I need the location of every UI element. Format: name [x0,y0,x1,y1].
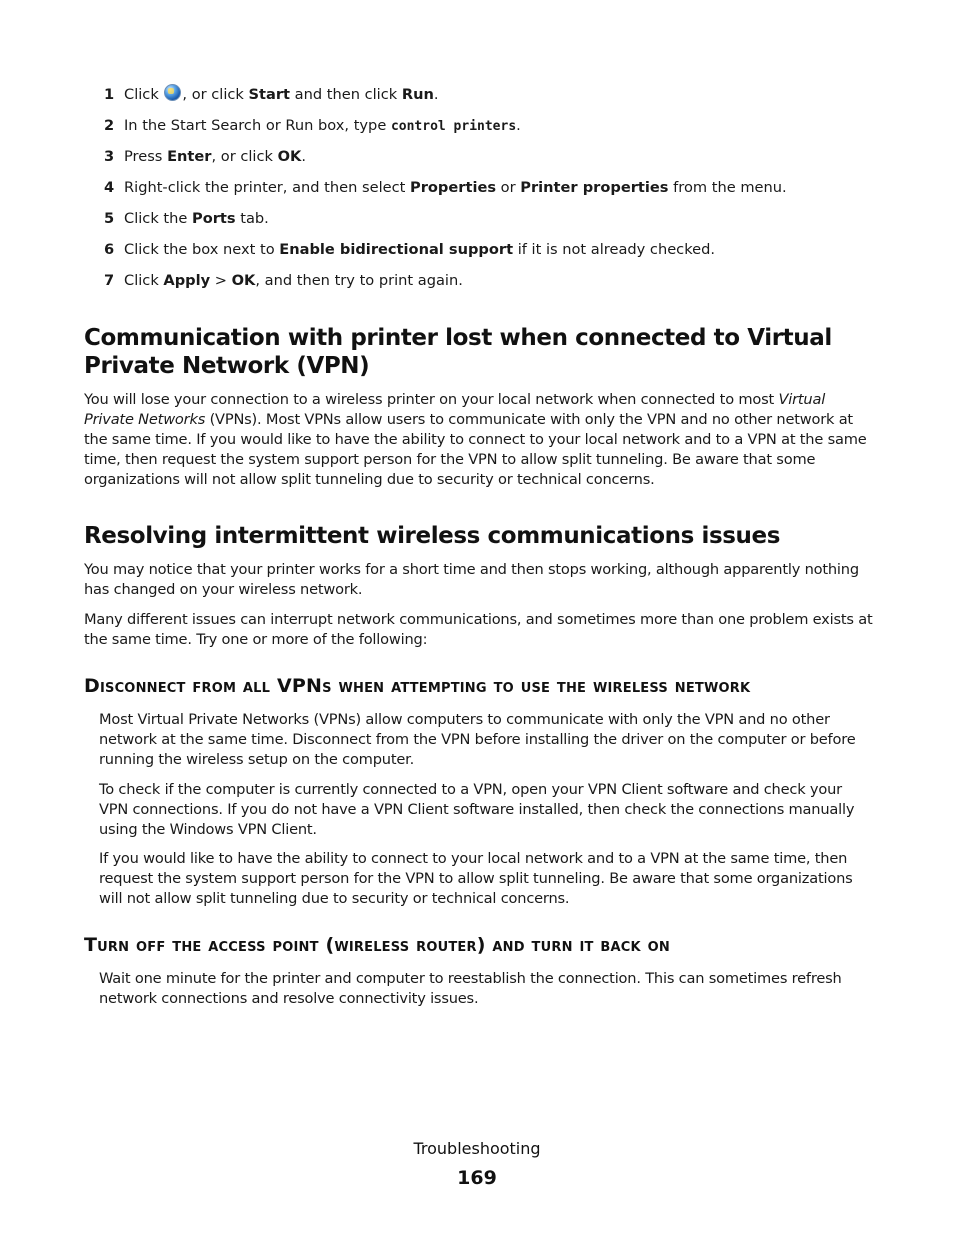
step-6: 6 Click the box next to Enable bidirectional support if it is not already checked. [84,239,884,270]
section-heading-vpn: Communication with printer lost when connected to Virtual Private Network (VPN) [84,325,832,379]
turn-off-paragraph-1: Wait one minute for the printer and computer to reestablish the connection. This can sometimes refresh network connections and resolve connectivity issues. [99,970,842,1007]
step-2: 2 In the Start Search or Run box, type control printers. [84,115,884,146]
footer-section-label: Troubleshooting [413,1139,541,1158]
step-number: 4 [104,179,115,196]
procedure-steps [84,84,884,301]
subheading-disconnect-vpns: Disconnect from all VPNs when attempting to use the wireless network [84,675,751,697]
disconnect-paragraph-3: If you would like to have the ability to connect to your local network and to a VPN at the same time, then request the system support person for the VPN to allow split tunneling. Be aware that some organizations will not allow split tunneling due to security or technical concerns. [99,850,853,907]
step-1: 1 Click , or click Start and then click Run. [84,84,884,115]
section-vpn-paragraph: You will lose your connection to a wireless printer on your local network when connected to most Virtual Private Networks (VPNs). Most VPNs allow users to communicate with only the VPN and no other network at the same time. If you would like to have the ability to connect to your local network and to a VPN at the same time, then request the system support person for the VPN to allow split tunneling. Be aware that some organizations will not allow split tunneling due to security or technical concerns. [84,391,867,488]
disconnect-paragraph-1: Most Virtual Private Networks (VPNs) allow computers to communicate with only the VPN and no other network at the same time. Disconnect from the VPN before installing the driver on the computer or before running the wireless setup on the computer. [99,711,856,768]
intermittent-paragraph-1: You may notice that your printer works for a short time and then stops working, although apparently nothing has changed on your wireless network. [84,561,859,598]
step-number: 7 [104,272,115,289]
step-5: 5 Click the Ports tab. [84,208,884,239]
disconnect-paragraph-2: To check if the computer is currently connected to a VPN, open your VPN Client software and check your VPN connections. If you do not have a VPN Client software installed, then check the connections manually using the Windows VPN Client. [99,781,855,838]
windows-start-icon [164,84,181,101]
step-4: 4 Right-click the printer, and then select Properties or Printer properties from the menu. [84,177,884,208]
intermittent-paragraph-2: Many different issues can interrupt network communications, and sometimes more than one problem exists at the same time. Try one or more of the following: [84,611,873,648]
step-7: 7 Click Apply > OK, and then try to print again. [84,270,884,301]
section-heading-intermittent: Resolving intermittent wireless communications issues [84,523,780,549]
step-number: 2 [104,117,115,134]
command-text: control printers [390,119,517,134]
step-number: 5 [104,210,115,227]
step-3: 3 Press Enter, or click OK. [84,146,884,177]
step-number: 3 [104,148,115,165]
step-number: 6 [104,241,115,258]
subheading-turn-off-access-point: Turn off the access point (wireless router) and turn it back on [84,934,670,956]
page-number: 169 [457,1167,497,1189]
step-number: 1 [104,86,115,103]
